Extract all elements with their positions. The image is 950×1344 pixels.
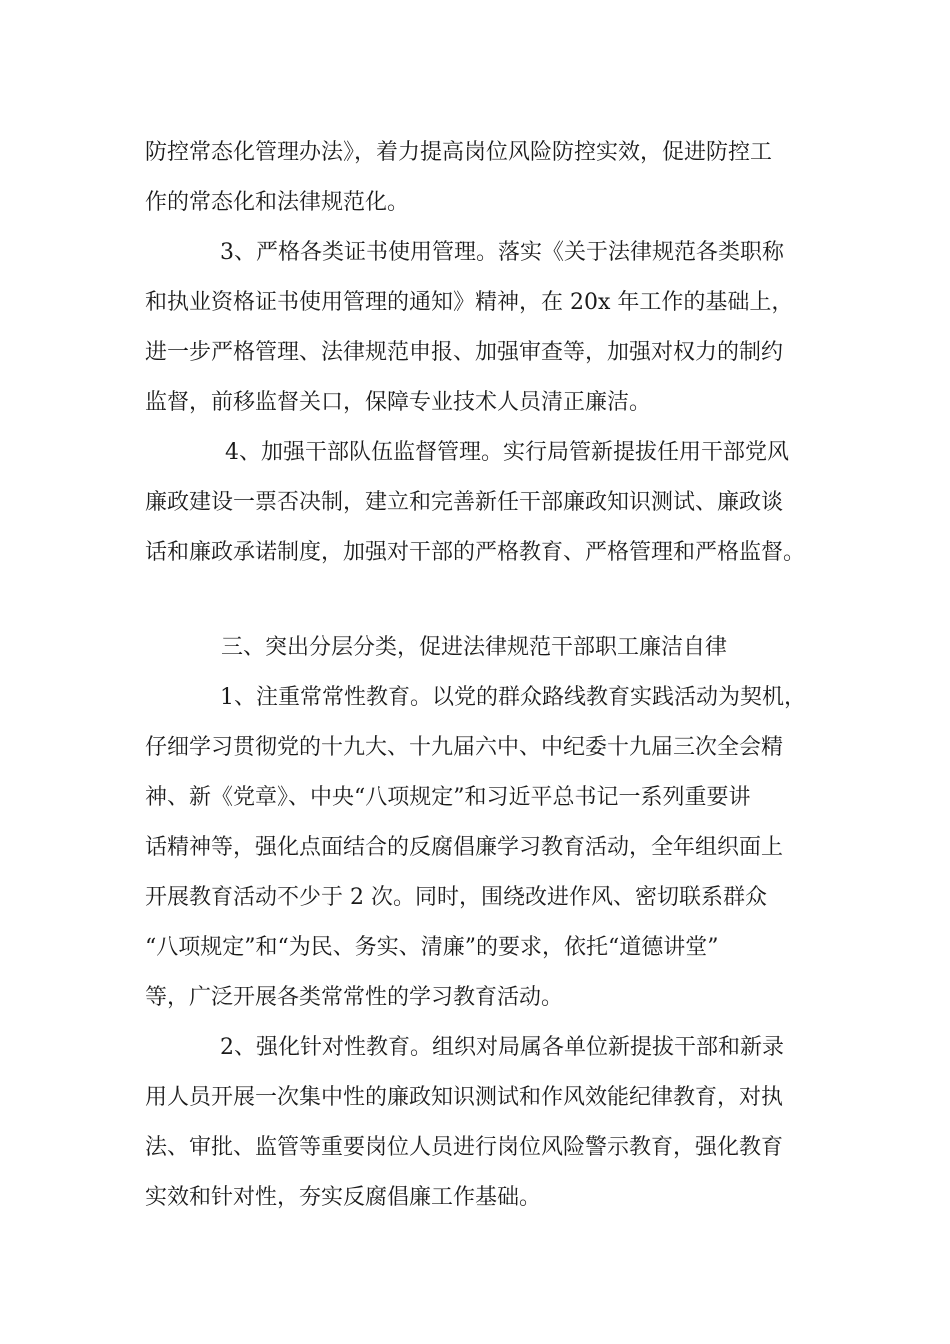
text-line: 作的常态化和法律规范化。 <box>145 190 410 215</box>
text-line: 3、严格各类证书使用管理。落实《关于法律规范各类职称 <box>220 240 784 265</box>
text-line: “八项规定”和“为民、务实、清廉”的要求，依托“道德讲堂” <box>145 935 719 960</box>
text-line: 进一步严格管理、法律规范申报、加强审查等，加强对权力的制约 <box>145 340 784 365</box>
text-line: 话和廉政承诺制度，加强对干部的严格教育、严格管理和严格监督。 <box>145 540 806 565</box>
text-line: 开展教育活动不少于 2 次。同时，围绕改进作风、密切联系群众 <box>145 885 767 910</box>
text-line: 和执业资格证书使用管理的通知》精神，在 20x 年工作的基础上， <box>145 290 794 315</box>
text-line: 1、注重常常性教育。以党的群众路线教育实践活动为契机， <box>220 685 806 710</box>
text-line: 2、强化针对性教育。组织对局属各单位新提拔干部和新录 <box>220 1035 784 1060</box>
text-line: 监督，前移监督关口，保障专业技术人员清正廉洁。 <box>145 390 652 415</box>
text-line: 廉政建设一票否决制，建立和完善新任干部廉政知识测试、廉政谈 <box>145 490 784 515</box>
text-line: 神、新《党章》、中央“八项规定”和习近平总书记一系列重要讲 <box>145 785 751 810</box>
text-line: 用人员开展一次集中性的廉政知识测试和作风效能纪律教育，对执 <box>145 1085 784 1110</box>
text-line: 防控常态化管理办法》，着力提高岗位风险防控实效，促进防控工 <box>145 140 773 165</box>
text-line: 话精神等，强化点面结合的反腐倡廉学习教育活动，全年组织面上 <box>145 835 784 860</box>
text-line: 实效和针对性，夯实反腐倡廉工作基础。 <box>145 1185 542 1210</box>
text-line: 仔细学习贯彻党的十九大、十九届六中、中纪委十九届三次全会精 <box>145 735 784 760</box>
section-heading: 三、突出分层分类，促进法律规范干部职工廉洁自律 <box>221 635 728 660</box>
text-line: 等，广泛开展各类常常性的学习教育活动。 <box>145 985 564 1010</box>
text-line: 法、审批、监管等重要岗位人员进行岗位风险警示教育，强化教育 <box>145 1135 784 1160</box>
text-line: 4、加强干部队伍监督管理。实行局管新提拔任用干部党风 <box>225 440 789 465</box>
